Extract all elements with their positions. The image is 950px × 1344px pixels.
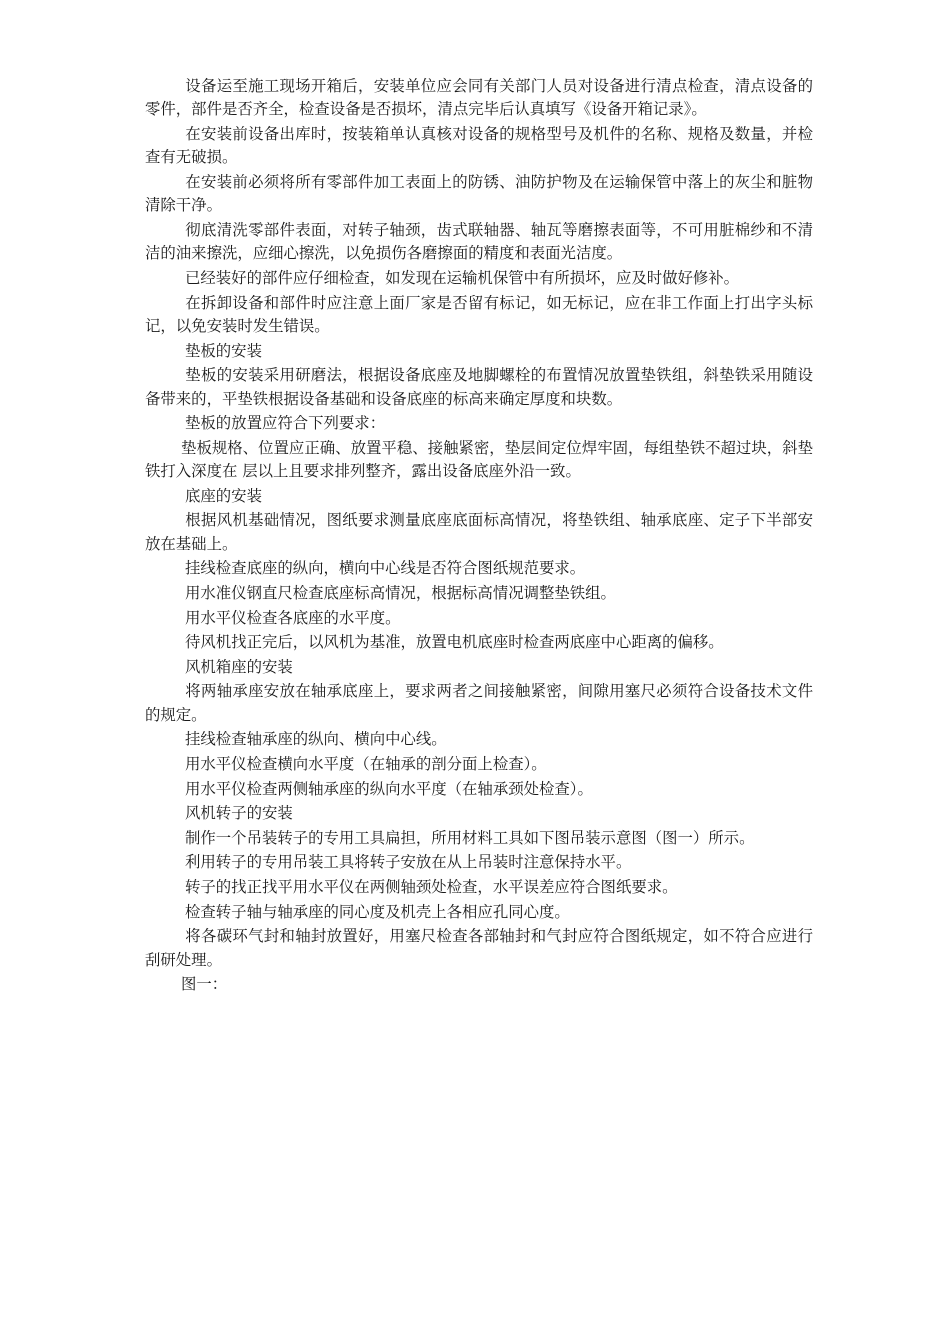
section-heading-shim-install: 垫板的安装 — [185, 341, 262, 360]
paragraph-concentricity: 检查转子轴与轴承座的同心度及机壳上各相应孔同心度。 — [185, 902, 570, 921]
paragraph-base-elevation: 根据风机基础情况，图纸要求测量底座底面标高情况，将垫铁组、轴承底座、定子下半部安放在基础上。 — [145, 511, 813, 553]
paragraph-shim-spec: 垫板规格、位置应正确、放置平稳、接触紧密，垫层间定位焊牢固，每组垫铁不超过块，斜垫铁打入深度在 层以上且要求排列整齐，露出设备底座外沿一致。 — [145, 438, 813, 481]
section-heading-fan-housing: 风机箱座的安装 — [185, 657, 293, 676]
paragraph-clean-surfaces: 在安装前必须将所有零部件加工表面上的防锈、油防护物及在运输保管中落上的灰尘和脏物清除干净。 — [145, 173, 813, 215]
paragraph-inspect-assembled: 已经装好的部件应仔细检查，如发现在运输机保管中有所损坏，应及时做好修补。 — [185, 269, 740, 287]
document-body — [145, 75, 813, 998]
paragraph-bearing-centerline: 挂线检查轴承座的纵向、横向中心线。 — [185, 730, 447, 749]
paragraph-rotor-alignment: 转子的找正找平用水平仪在两侧轴颈处检查，水平误差应符合图纸要求。 — [185, 877, 678, 896]
paragraph-shim-requirements: 垫板的放置应符合下列要求： — [185, 414, 386, 433]
paragraph-base-levelness: 用水平仪检查各底座的水平度。 — [185, 608, 401, 627]
section-heading-rotor-install: 风机转子的安装 — [185, 804, 293, 823]
paragraph-shim-method: 垫板的安装采用研磨法，根据设备底座及地脚螺栓的布置情况放置垫铁组，斜垫铁采用随设备带来的，平垫铁根据设备基础和设备底座的标高来确定厚度和块数。 — [145, 366, 813, 408]
section-heading-base-install: 底座的安装 — [185, 486, 262, 505]
paragraph-rotor-placement: 利用转子的专用吊装工具将转子安放在从上吊装时注意保持水平。 — [185, 853, 632, 872]
paragraph-lifting-tool: 制作一个吊装转子的专用工具扁担，所用材料工具如下图吊装示意图（图一）所示。 — [185, 828, 755, 847]
figure-caption: 图一： — [181, 975, 228, 994]
paragraph-unpacking: 设备运至施工现场开箱后，安装单位应会同有关部门人员对设备进行清点检查，清点设备的零件，部件是否齐全，检查设备是否损坏，清点完毕后认真填写《设备开箱记录》。 — [145, 77, 813, 119]
paragraph-bearing-seat: 将两轴承座安放在轴承底座上，要求两者之间接触紧密，间隙用塞尺必须符合设备技术文件的规定。 — [145, 682, 813, 724]
paragraph-disassembly-marks: 在拆卸设备和部件时应注意上面厂家是否留有标记，如无标记，应在非工作面上打出字头标记，以免安装时发生错误。 — [145, 293, 813, 335]
paragraph-seals: 将各碳环气封和轴封放置好，用塞尺检查各部轴封和气封应符合图纸规定，如不符合应进行刮研处理。 — [145, 927, 813, 969]
paragraph-thorough-cleaning: 彻底清洗零部件表面，对转子轴颈，齿式联轴器、轴瓦等磨擦表面等，不可用脏棉纱和不清洁的油来擦洗，应细心擦洗，以免损伤各磨擦面的精度和表面光洁度。 — [145, 221, 813, 263]
paragraph-outbound-check: 在安装前设备出库时，按装箱单认真核对设备的规格型号及机件的名称、规格及数量，并检查有无破损。 — [145, 125, 813, 167]
paragraph-transverse-level: 用水平仪检查横向水平度（在轴承的剖分面上检查）。 — [185, 754, 547, 773]
paragraph-motor-base-offset: 待风机找正完后，以风机为基准，放置电机底座时检查两底座中心距离的偏移。 — [185, 633, 724, 652]
paragraph-base-level-rod: 用水准仪钢直尺检查底座标高情况，根据标高情况调整垫铁组。 — [185, 583, 616, 602]
paragraph-base-centerline: 挂线检查底座的纵向，横向中心线是否符合图纸规范要求。 — [185, 559, 586, 578]
paragraph-longitudinal-level: 用水平仪检查两侧轴承座的纵向水平度（在轴承颈处检查）。 — [185, 779, 593, 798]
